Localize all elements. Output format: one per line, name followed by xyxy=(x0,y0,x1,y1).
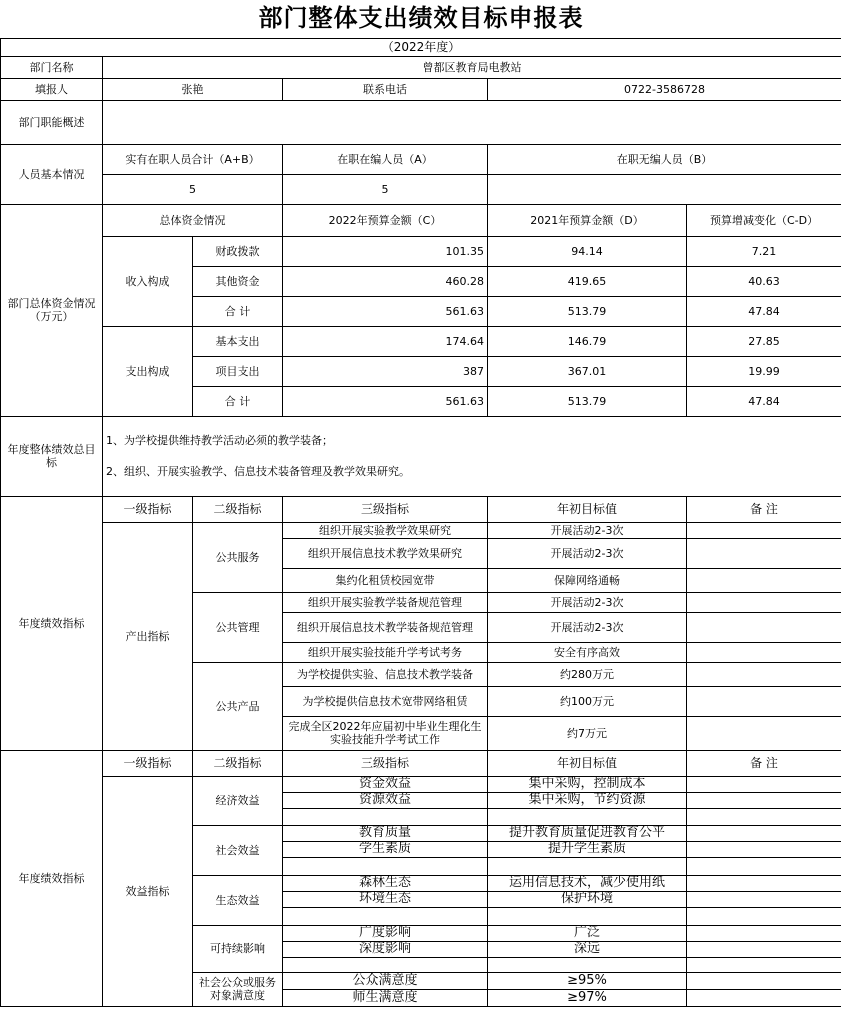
remark-header: 备 注 xyxy=(687,496,841,522)
remark-cell xyxy=(687,612,841,642)
expense-c: 387 xyxy=(283,356,488,386)
level3-indicator: 组织开展实验技能升学考试考务 xyxy=(283,642,488,662)
level3-indicator: 广度影响 xyxy=(283,925,488,941)
goal-label: 年度整体绩效总目标 xyxy=(1,416,103,496)
remark-cell xyxy=(687,925,841,941)
output-section-label: 年度绩效指标 xyxy=(1,496,103,750)
level2-indicator: 生态效益 xyxy=(193,875,283,925)
remark-cell xyxy=(687,825,841,841)
target-value: 安全有序高效 xyxy=(488,642,687,662)
remark-cell xyxy=(687,907,841,925)
remark-cell xyxy=(687,522,841,538)
target-value: 保障网络通畅 xyxy=(488,568,687,592)
function-value xyxy=(103,100,841,144)
remark-cell xyxy=(687,841,841,857)
level1-header: 一级指标 xyxy=(103,496,193,522)
target-value: 提升教育质量促进教育公平 xyxy=(488,825,687,841)
phone-label: 联系电话 xyxy=(283,78,488,100)
expense-item-name: 合 计 xyxy=(193,386,283,416)
target-value: 广泛 xyxy=(488,925,687,941)
expense-diff: 47.84 xyxy=(687,386,841,416)
level2-indicator: 经济效益 xyxy=(193,776,283,825)
income-c: 101.35 xyxy=(283,236,488,266)
remark-cell xyxy=(687,989,841,1006)
expense-item-name: 基本支出 xyxy=(193,326,283,356)
remark-cell xyxy=(687,972,841,989)
funds-label: 部门总体资金情况（万元） xyxy=(1,204,103,416)
level2-indicator: 公共产品 xyxy=(193,662,283,750)
target-value: ≥95% xyxy=(488,972,687,989)
funds-col-d: 2021年预算金额（D） xyxy=(488,204,687,236)
target-value xyxy=(488,907,687,925)
remark-cell xyxy=(687,857,841,875)
income-diff: 40.63 xyxy=(687,266,841,296)
level3-header: 三级指标 xyxy=(283,750,488,776)
target-value: 约100万元 xyxy=(488,686,687,716)
level3-indicator: 资金效益 xyxy=(283,776,488,792)
target-value xyxy=(488,808,687,825)
remark-cell xyxy=(687,957,841,972)
level2-header: 二级指标 xyxy=(193,496,283,522)
page-title: 部门整体支出绩效目标申报表 xyxy=(1,0,841,38)
remark-cell xyxy=(687,941,841,957)
staff-total: 5 xyxy=(103,174,283,204)
level3-indicator: 学生素质 xyxy=(283,841,488,857)
remark-cell xyxy=(687,568,841,592)
expense-c: 561.63 xyxy=(283,386,488,416)
level3-indicator xyxy=(283,907,488,925)
income-item-name: 其他资金 xyxy=(193,266,283,296)
dept-name-label: 部门名称 xyxy=(1,56,103,78)
staff-header-a: 在职在编人员（A） xyxy=(283,144,488,174)
level3-indicator xyxy=(283,857,488,875)
filler-name: 张艳 xyxy=(103,78,283,100)
level3-indicator: 森林生态 xyxy=(283,875,488,891)
income-diff: 7.21 xyxy=(687,236,841,266)
level2-indicator: 公共服务 xyxy=(193,522,283,592)
remark-cell xyxy=(687,642,841,662)
income-c: 460.28 xyxy=(283,266,488,296)
income-item-name: 财政拨款 xyxy=(193,236,283,266)
remark-cell xyxy=(687,662,841,686)
remark-cell xyxy=(687,538,841,568)
income-diff: 47.84 xyxy=(687,296,841,326)
level2-header: 二级指标 xyxy=(193,750,283,776)
target-value: 保护环境 xyxy=(488,891,687,907)
target-value: 集中采购，节约资源 xyxy=(488,792,687,808)
remark-cell xyxy=(687,792,841,808)
staff-header-total: 实有在职人员合计（A+B） xyxy=(103,144,283,174)
level3-indicator: 师生满意度 xyxy=(283,989,488,1006)
expense-d: 513.79 xyxy=(488,386,687,416)
expense-item-name: 项目支出 xyxy=(193,356,283,386)
income-label: 收入构成 xyxy=(103,236,193,326)
expense-c: 174.64 xyxy=(283,326,488,356)
level2-indicator: 社会公众或服务对象满意度 xyxy=(193,972,283,1006)
goal-text xyxy=(103,416,841,496)
level3-indicator xyxy=(283,957,488,972)
level1-header: 一级指标 xyxy=(103,750,193,776)
level3-indicator: 深度影响 xyxy=(283,941,488,957)
remark-cell xyxy=(687,592,841,612)
target-value: 开展活动2-3次 xyxy=(488,538,687,568)
target-value: 约280万元 xyxy=(488,662,687,686)
level1-indicator: 产出指标 xyxy=(103,522,193,750)
funds-col-diff: 预算增减变化（C-D） xyxy=(687,204,841,236)
income-d: 513.79 xyxy=(488,296,687,326)
income-d: 94.14 xyxy=(488,236,687,266)
expense-diff: 27.85 xyxy=(687,326,841,356)
target-header: 年初目标值 xyxy=(488,750,687,776)
income-item-name: 合 计 xyxy=(193,296,283,326)
target-value: 深远 xyxy=(488,941,687,957)
level3-indicator: 教育质量 xyxy=(283,825,488,841)
level1-indicator: 效益指标 xyxy=(103,776,193,1006)
level3-indicator: 公众满意度 xyxy=(283,972,488,989)
level2-indicator: 公共管理 xyxy=(193,592,283,662)
function-label: 部门职能概述 xyxy=(1,100,103,144)
level3-indicator: 组织开展实验教学效果研究 xyxy=(283,522,488,538)
goal-line: 2、组织、开展实验教学、信息技术装备管理及教学效果研究。 xyxy=(106,465,410,478)
remark-header: 备 注 xyxy=(687,750,841,776)
expense-diff: 19.99 xyxy=(687,356,841,386)
level3-indicator: 完成全区2022年应届初中毕业生理化生实验技能升学考试工作 xyxy=(283,716,488,750)
remark-cell xyxy=(687,891,841,907)
target-value xyxy=(488,857,687,875)
remark-cell xyxy=(687,875,841,891)
level3-indicator: 集约化租赁校园宽带 xyxy=(283,568,488,592)
level3-indicator: 组织开展信息技术教学效果研究 xyxy=(283,538,488,568)
target-value xyxy=(488,957,687,972)
year-subtitle: （2022年度） xyxy=(1,38,841,56)
benefit-section-label: 年度绩效指标 xyxy=(1,750,103,1006)
level3-indicator: 为学校提供实验、信息技术教学装备 xyxy=(283,662,488,686)
level3-indicator: 资源效益 xyxy=(283,792,488,808)
target-value: 运用信息技术，减少使用纸 xyxy=(488,875,687,891)
staff-header-b: 在职无编人员（B） xyxy=(488,144,841,174)
target-value: 集中采购，控制成本 xyxy=(488,776,687,792)
staff-label: 人员基本情况 xyxy=(1,144,103,204)
expense-d: 367.01 xyxy=(488,356,687,386)
level3-indicator: 为学校提供信息技术宽带网络租赁 xyxy=(283,686,488,716)
level2-indicator: 可持续影响 xyxy=(193,925,283,972)
level3-indicator: 组织开展信息技术教学装备规范管理 xyxy=(283,612,488,642)
funds-col-c: 2022年预算金额（C） xyxy=(283,204,488,236)
level3-indicator xyxy=(283,808,488,825)
target-value: 约7万元 xyxy=(488,716,687,750)
level3-header: 三级指标 xyxy=(283,496,488,522)
expense-d: 146.79 xyxy=(488,326,687,356)
target-value: 开展活动2-3次 xyxy=(488,522,687,538)
level3-indicator: 环境生态 xyxy=(283,891,488,907)
remark-cell xyxy=(687,808,841,825)
dept-name-value: 曾都区教育局电教站 xyxy=(103,56,841,78)
income-c: 561.63 xyxy=(283,296,488,326)
remark-cell xyxy=(687,686,841,716)
target-value: 提升学生素质 xyxy=(488,841,687,857)
staff-b xyxy=(488,174,841,204)
target-header: 年初目标值 xyxy=(488,496,687,522)
staff-a: 5 xyxy=(283,174,488,204)
goal-line: 1、为学校提供维持教学活动必须的教学装备； xyxy=(106,434,333,447)
remark-cell xyxy=(687,716,841,750)
funds-header: 总体资金情况 xyxy=(103,204,283,236)
filler-label: 填报人 xyxy=(1,78,103,100)
target-value: 开展活动2-3次 xyxy=(488,612,687,642)
expense-label: 支出构成 xyxy=(103,326,193,416)
income-d: 419.65 xyxy=(488,266,687,296)
phone-value: 0722-3586728 xyxy=(488,78,841,100)
target-value: ≥97% xyxy=(488,989,687,1006)
target-value: 开展活动2-3次 xyxy=(488,592,687,612)
remark-cell xyxy=(687,776,841,792)
level3-indicator: 组织开展实验教学装备规范管理 xyxy=(283,592,488,612)
level2-indicator: 社会效益 xyxy=(193,825,283,875)
